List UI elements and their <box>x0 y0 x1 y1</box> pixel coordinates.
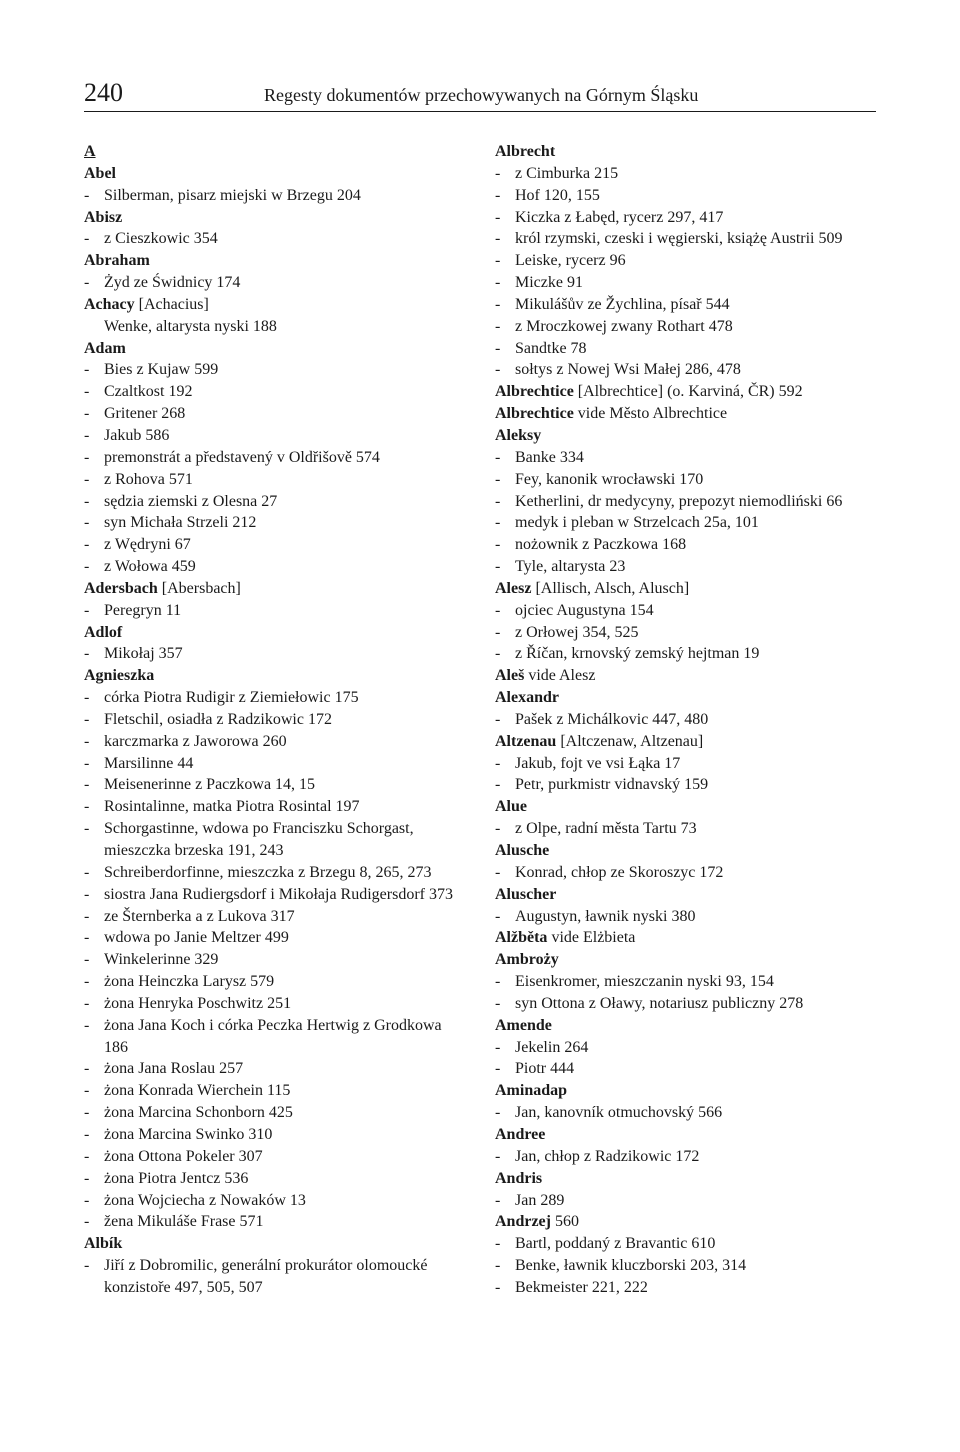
index-subentry <box>84 949 464 971</box>
subentry-text: nożownik z Paczkowa 168 <box>515 536 687 554</box>
subentry-dash: - <box>495 1191 501 1209</box>
index-entry-heading <box>495 840 875 862</box>
index-subentry <box>495 207 875 229</box>
index-column-right <box>495 141 875 1299</box>
subentry-text: Jan 289 <box>515 1191 565 1209</box>
entry-qualifier: vide Alesz <box>524 667 596 685</box>
index-subentry <box>84 1124 464 1146</box>
subentry-dash: - <box>495 645 501 663</box>
entry-headword: Albrecht <box>495 143 556 160</box>
index-subentry <box>84 993 464 1015</box>
subentry-dash: - <box>495 470 501 488</box>
index-subentry <box>84 862 464 884</box>
subentry-text: żona Jana Koch i córka Peczka Hertwig z Grodkowa 186 <box>104 1016 442 1056</box>
subentry-text: Jan, chłop z Radzikowic 172 <box>515 1147 700 1165</box>
subentry-text: żona Wojciecha z Nowaków 13 <box>104 1191 306 1209</box>
subentry-text: Gritener 268 <box>104 405 186 423</box>
index-subentry <box>84 359 464 381</box>
index-entry-heading <box>84 578 464 600</box>
subentry-text: z Olpe, radní města Tartu 73 <box>515 820 697 838</box>
page-number: 240 <box>84 78 123 107</box>
subentry-text: Fletschil, osiadła z Radzikowic 172 <box>104 710 332 728</box>
index-entry-heading <box>495 796 875 818</box>
index-entry-heading <box>495 949 875 971</box>
subentry-text: Jakub, fojt ve vsi Łąka 17 <box>515 754 681 772</box>
index-subentry <box>84 425 464 447</box>
subentry-dash: - <box>495 274 501 292</box>
subentry-dash: - <box>84 274 90 292</box>
subentry-text: z Cieszkowic 354 <box>104 230 218 248</box>
header-rule <box>84 111 876 112</box>
index-subentry <box>495 906 875 928</box>
index-subentry <box>495 1102 875 1124</box>
subentry-text: żona Jana Roslau 257 <box>104 1060 244 1078</box>
subentry-text: syn Ottona z Oławy, notariusz publiczny 278 <box>515 994 804 1012</box>
index-subentry <box>84 512 464 534</box>
subentry-dash: - <box>495 1147 501 1165</box>
page-header <box>84 78 876 112</box>
entry-headword: Aminadap <box>495 1082 568 1100</box>
index-subentry <box>84 927 464 949</box>
entry-headword: Alue <box>495 798 527 816</box>
subentry-dash: - <box>495 295 501 313</box>
subentry-text: medyk i pleban w Strzelcach 25a, 101 <box>515 514 759 532</box>
index-subentry <box>84 1080 464 1102</box>
index-subentry <box>84 796 464 818</box>
subentry-text: Leiske, rycerz 96 <box>515 252 626 270</box>
subentry-text: żona Ottona Pokeler 307 <box>104 1147 263 1165</box>
subentry-dash: - <box>495 1060 501 1078</box>
index-entry-heading <box>495 665 875 687</box>
subentry-text: Benke, ławnik kluczborski 203, 314 <box>515 1257 747 1275</box>
subentry-text: ze Šternberka a z Lukova 317 <box>104 907 295 925</box>
index-subentry <box>495 250 875 272</box>
index-subentry <box>495 359 875 381</box>
index-subentry <box>495 709 875 731</box>
entry-headword: Altzenau <box>495 732 557 750</box>
subentry-text: karczmarka z Jaworowa 260 <box>104 732 287 750</box>
index-entry-heading <box>495 927 875 949</box>
index-entry-heading <box>495 731 875 753</box>
subentry-text: Tyle, altarysta 23 <box>515 558 626 576</box>
subentry-dash: - <box>495 361 501 379</box>
subentry-dash: - <box>84 732 90 750</box>
subentry-dash: - <box>84 536 90 554</box>
index-entry-heading <box>84 665 464 687</box>
index-entry-heading <box>84 1233 464 1255</box>
subentry-text: Schreiberdorfinne, mieszczka z Brzegu 8, 265, 273 <box>104 863 432 881</box>
entry-qualifier: [Allisch, Alsch, Alusch] <box>531 579 690 597</box>
index-subentry <box>84 272 464 294</box>
subentry-text: żona Marcina Swinko 310 <box>104 1125 273 1143</box>
index-subentry <box>495 228 875 250</box>
subentry-text: sołtys z Nowej Wsi Małej 286, 478 <box>515 361 741 379</box>
entry-headword: Alexandr <box>495 689 559 707</box>
subentry-dash: - <box>495 208 501 226</box>
subentry-dash: - <box>495 252 501 270</box>
subentry-text: Peregryn 11 <box>104 601 182 619</box>
entry-qualifier: vide Město Albrechtice <box>573 405 728 423</box>
index-entry-heading <box>84 207 464 229</box>
subentry-dash: - <box>84 1082 90 1100</box>
index-subentry-continuation: Wenke, altarysta nyski 188 <box>104 317 277 335</box>
subentry-text: żona Konrada Wierchein 115 <box>104 1082 291 1100</box>
subentry-dash: - <box>84 383 90 401</box>
index-subentry <box>84 1168 464 1190</box>
index-subentry <box>84 469 464 491</box>
entry-headword: Abisz <box>84 208 123 226</box>
subentry-text: Ketherlini, dr medycyny, prepozyt niemodliński 66 <box>515 492 843 510</box>
index-subentry <box>495 862 875 884</box>
subentry-dash: - <box>495 863 501 881</box>
entry-headword: Adersbach <box>84 579 158 597</box>
index-subentry <box>495 163 875 185</box>
entry-headword: Andree <box>495 1125 546 1143</box>
subentry-dash: - <box>84 863 90 881</box>
entry-headword: Aleksy <box>495 426 542 444</box>
entry-headword: Alžběta <box>495 929 548 947</box>
index-subentry <box>84 818 464 862</box>
subentry-text: Jiří z Dobromilic, generální prokurátor olomoucké konzistoře 497, 505, 507 <box>104 1257 428 1296</box>
index-subentry <box>495 338 875 360</box>
entry-headword: Albík <box>84 1235 123 1253</box>
entry-headword: Andrzej <box>495 1213 551 1231</box>
index-subentry <box>495 1233 875 1255</box>
subentry-dash: - <box>495 492 501 510</box>
index-subentry <box>495 1255 875 1277</box>
index-subentry <box>495 1146 875 1168</box>
entry-headword: Andris <box>495 1169 543 1187</box>
subentry-text: z Říčan, krnovský zemský hejtman 19 <box>515 645 760 663</box>
subentry-text: Petr, purkmistr vidnavský 159 <box>515 776 709 794</box>
index-subentry <box>84 753 464 775</box>
subentry-text: Meisenerinne z Paczkowa 14, 15 <box>104 776 316 794</box>
entry-headword: Abraham <box>84 252 150 270</box>
index-entry-heading <box>495 884 875 906</box>
index-entry-heading <box>84 622 464 644</box>
subentry-dash: - <box>495 601 501 619</box>
subentry-text: żona Heinczka Larysz 579 <box>104 973 275 991</box>
entry-headword: Adlof <box>84 623 123 641</box>
index-subentry <box>84 185 464 207</box>
index-subentry <box>495 316 875 338</box>
entry-headword: Aleš <box>495 667 525 685</box>
subentry-dash: - <box>495 514 501 532</box>
entry-headword: Amende <box>495 1016 552 1034</box>
subentry-text: żona Henryka Poschwitz 251 <box>104 994 292 1012</box>
index-subentry <box>84 534 464 556</box>
index-entry-heading <box>495 403 875 425</box>
index-subentry <box>495 993 875 1015</box>
entry-headword: Albrechtice <box>495 383 574 401</box>
index-entry-heading <box>495 578 875 600</box>
subentry-dash: - <box>84 186 90 204</box>
index-subentry <box>495 447 875 469</box>
index-subentry <box>495 600 875 622</box>
subentry-text: Banke 334 <box>515 448 584 466</box>
subentry-dash: - <box>495 754 501 772</box>
subentry-dash: - <box>84 405 90 423</box>
index-subentry <box>84 1211 464 1233</box>
index-subentry <box>84 1058 464 1080</box>
index-entry-heading <box>495 425 875 447</box>
subentry-text: ojciec Augustyna 154 <box>515 601 654 619</box>
index-subentry <box>495 1190 875 1212</box>
entry-headword: Aluscher <box>495 885 557 903</box>
subentry-dash: - <box>84 710 90 728</box>
subentry-text: król rzymski, czeski i węgierski, książę Austrii 509 <box>515 230 843 248</box>
entry-headword: Adam <box>84 339 126 357</box>
subentry-dash: - <box>495 536 501 554</box>
subentry-text: żona Marcina Schonborn 425 <box>104 1104 293 1122</box>
entry-headword: Achacy <box>84 295 135 313</box>
subentry-dash: - <box>84 929 90 947</box>
index-subentry <box>495 294 875 316</box>
entry-qualifier: 560 <box>550 1213 579 1231</box>
subentry-text: Żyd ze Świdnicy 174 <box>104 274 241 292</box>
index-entry-heading <box>495 1168 875 1190</box>
entry-headword: Albrechtice <box>495 405 574 423</box>
subentry-dash: - <box>84 885 90 903</box>
subentry-dash: - <box>84 1016 90 1034</box>
subentry-text: žena Mikuláše Frase 571 <box>104 1213 264 1231</box>
index-subentry <box>495 622 875 644</box>
subentry-dash: - <box>495 164 501 182</box>
subentry-dash: - <box>84 448 90 466</box>
index-subentry <box>495 185 875 207</box>
index-subentry <box>495 971 875 993</box>
subentry-text: z Mroczkowej zwany Rothart 478 <box>515 317 733 335</box>
index-subentry <box>84 774 464 796</box>
subentry-text: Bekmeister 221, 222 <box>515 1278 648 1296</box>
index-entry-heading <box>495 1080 875 1102</box>
subentry-dash: - <box>84 426 90 444</box>
subentry-dash: - <box>495 230 501 248</box>
index-subentry <box>84 709 464 731</box>
index-subentry <box>495 753 875 775</box>
subentry-dash: - <box>495 317 501 335</box>
subentry-dash: - <box>495 186 501 204</box>
entry-qualifier: [Achacius] <box>134 295 209 313</box>
subentry-dash: - <box>84 645 90 663</box>
index-entry-heading <box>495 1211 875 1233</box>
subentry-text: Kiczka z Łabęd, rycerz 297, 417 <box>515 208 724 226</box>
index-subentry <box>84 600 464 622</box>
subentry-text: Hof 120, 155 <box>515 186 600 204</box>
index-subentry <box>84 1146 464 1168</box>
subentry-text: Miczke 91 <box>515 274 583 292</box>
index-subentry <box>84 228 464 250</box>
subentry-text: syn Michała Strzeli 212 <box>104 514 257 532</box>
index-subentry <box>84 1255 464 1299</box>
subentry-dash: - <box>84 776 90 794</box>
subentry-text: Mikulášův ze Žychlina, písař 544 <box>515 295 730 313</box>
index-entry-heading <box>495 1124 875 1146</box>
subentry-dash: - <box>84 820 90 838</box>
index-subentry <box>495 818 875 840</box>
subentry-dash: - <box>84 470 90 488</box>
subentry-text: Bies z Kujaw 599 <box>104 361 219 379</box>
subentry-text: sędzia ziemski z Olesna 27 <box>104 492 278 510</box>
subentry-text: premonstrát a představený v Oldřišově 574 <box>104 448 380 466</box>
subentry-dash: - <box>495 776 501 794</box>
subentry-dash: - <box>495 558 501 576</box>
index-column-left <box>84 141 464 1299</box>
index-entry-heading <box>84 163 464 185</box>
subentry-text: Bartl, poddaný z Bravantic 610 <box>515 1235 716 1253</box>
index-subentry <box>495 272 875 294</box>
subentry-text: Jekelin 264 <box>515 1038 589 1056</box>
subentry-dash: - <box>84 1169 90 1187</box>
subentry-text: z Wołowa 459 <box>104 558 196 576</box>
subentry-dash: - <box>84 601 90 619</box>
index-subentry <box>84 491 464 513</box>
subentry-dash: - <box>84 973 90 991</box>
subentry-text: Piotr 444 <box>515 1060 575 1078</box>
entry-qualifier: [Albrechtice] (o. Karviná, ČR) 592 <box>573 383 803 401</box>
index-subentry <box>84 403 464 425</box>
subentry-text: z Orłowej 354, 525 <box>515 623 639 641</box>
index-subentry <box>495 512 875 534</box>
subentry-dash: - <box>495 973 501 991</box>
subentry-text: Jakub 586 <box>104 426 170 444</box>
index-subentry <box>84 1015 464 1059</box>
index-subentry <box>84 643 464 665</box>
index-entry-heading <box>84 338 464 360</box>
subentry-text: Eisenkromer, mieszczanin nyski 93, 154 <box>515 973 774 991</box>
entry-headword: Agnieszka <box>84 667 155 685</box>
subentry-dash: - <box>84 514 90 532</box>
subentry-text: Sandtke 78 <box>515 339 587 357</box>
subentry-text: Fey, kanonik wrocławski 170 <box>515 470 704 488</box>
subentry-dash: - <box>84 361 90 379</box>
index-subentry <box>84 731 464 753</box>
index-subentry <box>84 381 464 403</box>
index-subentry <box>84 447 464 469</box>
subentry-text: siostra Jana Rudiergsdorf i Mikołaja Rudigersdorf 373 <box>104 885 453 903</box>
subentry-text: Marsilinne 44 <box>104 754 194 772</box>
index-subentry <box>84 884 464 906</box>
index-subentry <box>495 1058 875 1080</box>
index-entry-heading <box>495 687 875 709</box>
subentry-text: córka Piotra Rudigir z Ziemiełowic 175 <box>104 689 359 707</box>
subentry-text: Jan, kanovník otmuchovský 566 <box>515 1104 723 1122</box>
subentry-dash: - <box>84 1213 90 1231</box>
subentry-text: Winkelerinne 329 <box>104 951 219 969</box>
subentry-dash: - <box>84 1060 90 1078</box>
subentry-dash: - <box>495 907 501 925</box>
subentry-dash: - <box>84 558 90 576</box>
subentry-dash: - <box>495 339 501 357</box>
index-subentry <box>84 1190 464 1212</box>
subentry-text: żona Piotra Jentcz 536 <box>104 1169 249 1187</box>
subentry-dash: - <box>84 689 90 707</box>
subentry-text: Augustyn, ławnik nyski 380 <box>515 907 696 925</box>
entry-headword: Ambroży <box>495 951 559 969</box>
subentry-text: z Cimburka 215 <box>515 164 619 182</box>
index-subentry <box>495 491 875 513</box>
index-entry-heading <box>84 250 464 272</box>
entry-headword: Alesz <box>495 579 532 597</box>
subentry-text: z Wędryni 67 <box>104 536 191 554</box>
index-subentry <box>84 971 464 993</box>
subentry-dash: - <box>84 1104 90 1122</box>
index-subentry <box>495 1277 875 1299</box>
subentry-text: z Rohova 571 <box>104 470 193 488</box>
subentry-dash: - <box>495 710 501 728</box>
index-subentry <box>495 469 875 491</box>
subentry-dash: - <box>84 951 90 969</box>
subentry-text: Konrad, chłop ze Skoroszyc 172 <box>515 863 724 881</box>
index-subentry <box>84 1102 464 1124</box>
index-entry-heading <box>495 1015 875 1037</box>
subentry-dash: - <box>495 623 501 641</box>
running-title: Regesty dokumentów przechowywanych na Górnym Śląsku <box>264 85 699 105</box>
subentry-text: Czaltkost 192 <box>104 383 193 401</box>
subentry-text: Silberman, pisarz miejski w Brzegu 204 <box>104 186 361 204</box>
subentry-dash: - <box>84 1257 90 1275</box>
subentry-dash: - <box>84 994 90 1012</box>
entry-qualifier: [Abersbach] <box>157 579 241 597</box>
subentry-text: Pašek z Michálkovic 447, 480 <box>515 710 709 728</box>
index-subentry <box>84 556 464 578</box>
index-entry-heading <box>84 294 464 316</box>
subentry-dash: - <box>84 1125 90 1143</box>
entry-headword: Alusche <box>495 842 550 859</box>
subentry-dash: - <box>84 230 90 248</box>
subentry-dash: - <box>495 1257 501 1275</box>
index-subentry <box>495 1037 875 1059</box>
subentry-dash: - <box>84 1191 90 1209</box>
index-subentry <box>495 534 875 556</box>
index-subentry <box>84 906 464 928</box>
subentry-dash: - <box>84 798 90 816</box>
subentry-text: Mikołaj 357 <box>104 645 183 663</box>
subentry-dash: - <box>495 994 501 1012</box>
subentry-text: Rosintalinne, matka Piotra Rosintal 197 <box>104 798 360 816</box>
index-subentry <box>495 556 875 578</box>
section-letter: A <box>84 143 96 160</box>
index-subentry <box>84 687 464 709</box>
index-entry-heading <box>495 381 875 403</box>
index-entry-heading <box>495 141 875 163</box>
subentry-dash: - <box>495 448 501 466</box>
subentry-dash: - <box>495 1038 501 1056</box>
subentry-dash: - <box>84 754 90 772</box>
index-subentry <box>495 643 875 665</box>
subentry-dash: - <box>495 1278 501 1296</box>
entry-qualifier: vide Elżbieta <box>547 929 636 947</box>
subentry-dash: - <box>84 907 90 925</box>
subentry-text: Schorgastinne, wdowa po Franciszku Schorgast, mieszczka brzeska 191, 243 <box>104 820 414 859</box>
index-subentry <box>495 774 875 796</box>
entry-headword: Abel <box>84 164 116 182</box>
subentry-dash: - <box>495 1235 501 1253</box>
subentry-dash: - <box>495 820 501 838</box>
subentry-dash: - <box>495 1104 501 1122</box>
entry-qualifier: [Altczenaw, Altzenau] <box>556 732 704 750</box>
subentry-dash: - <box>84 492 90 510</box>
subentry-text: wdowa po Janie Meltzer 499 <box>104 929 289 947</box>
subentry-dash: - <box>84 1147 90 1165</box>
